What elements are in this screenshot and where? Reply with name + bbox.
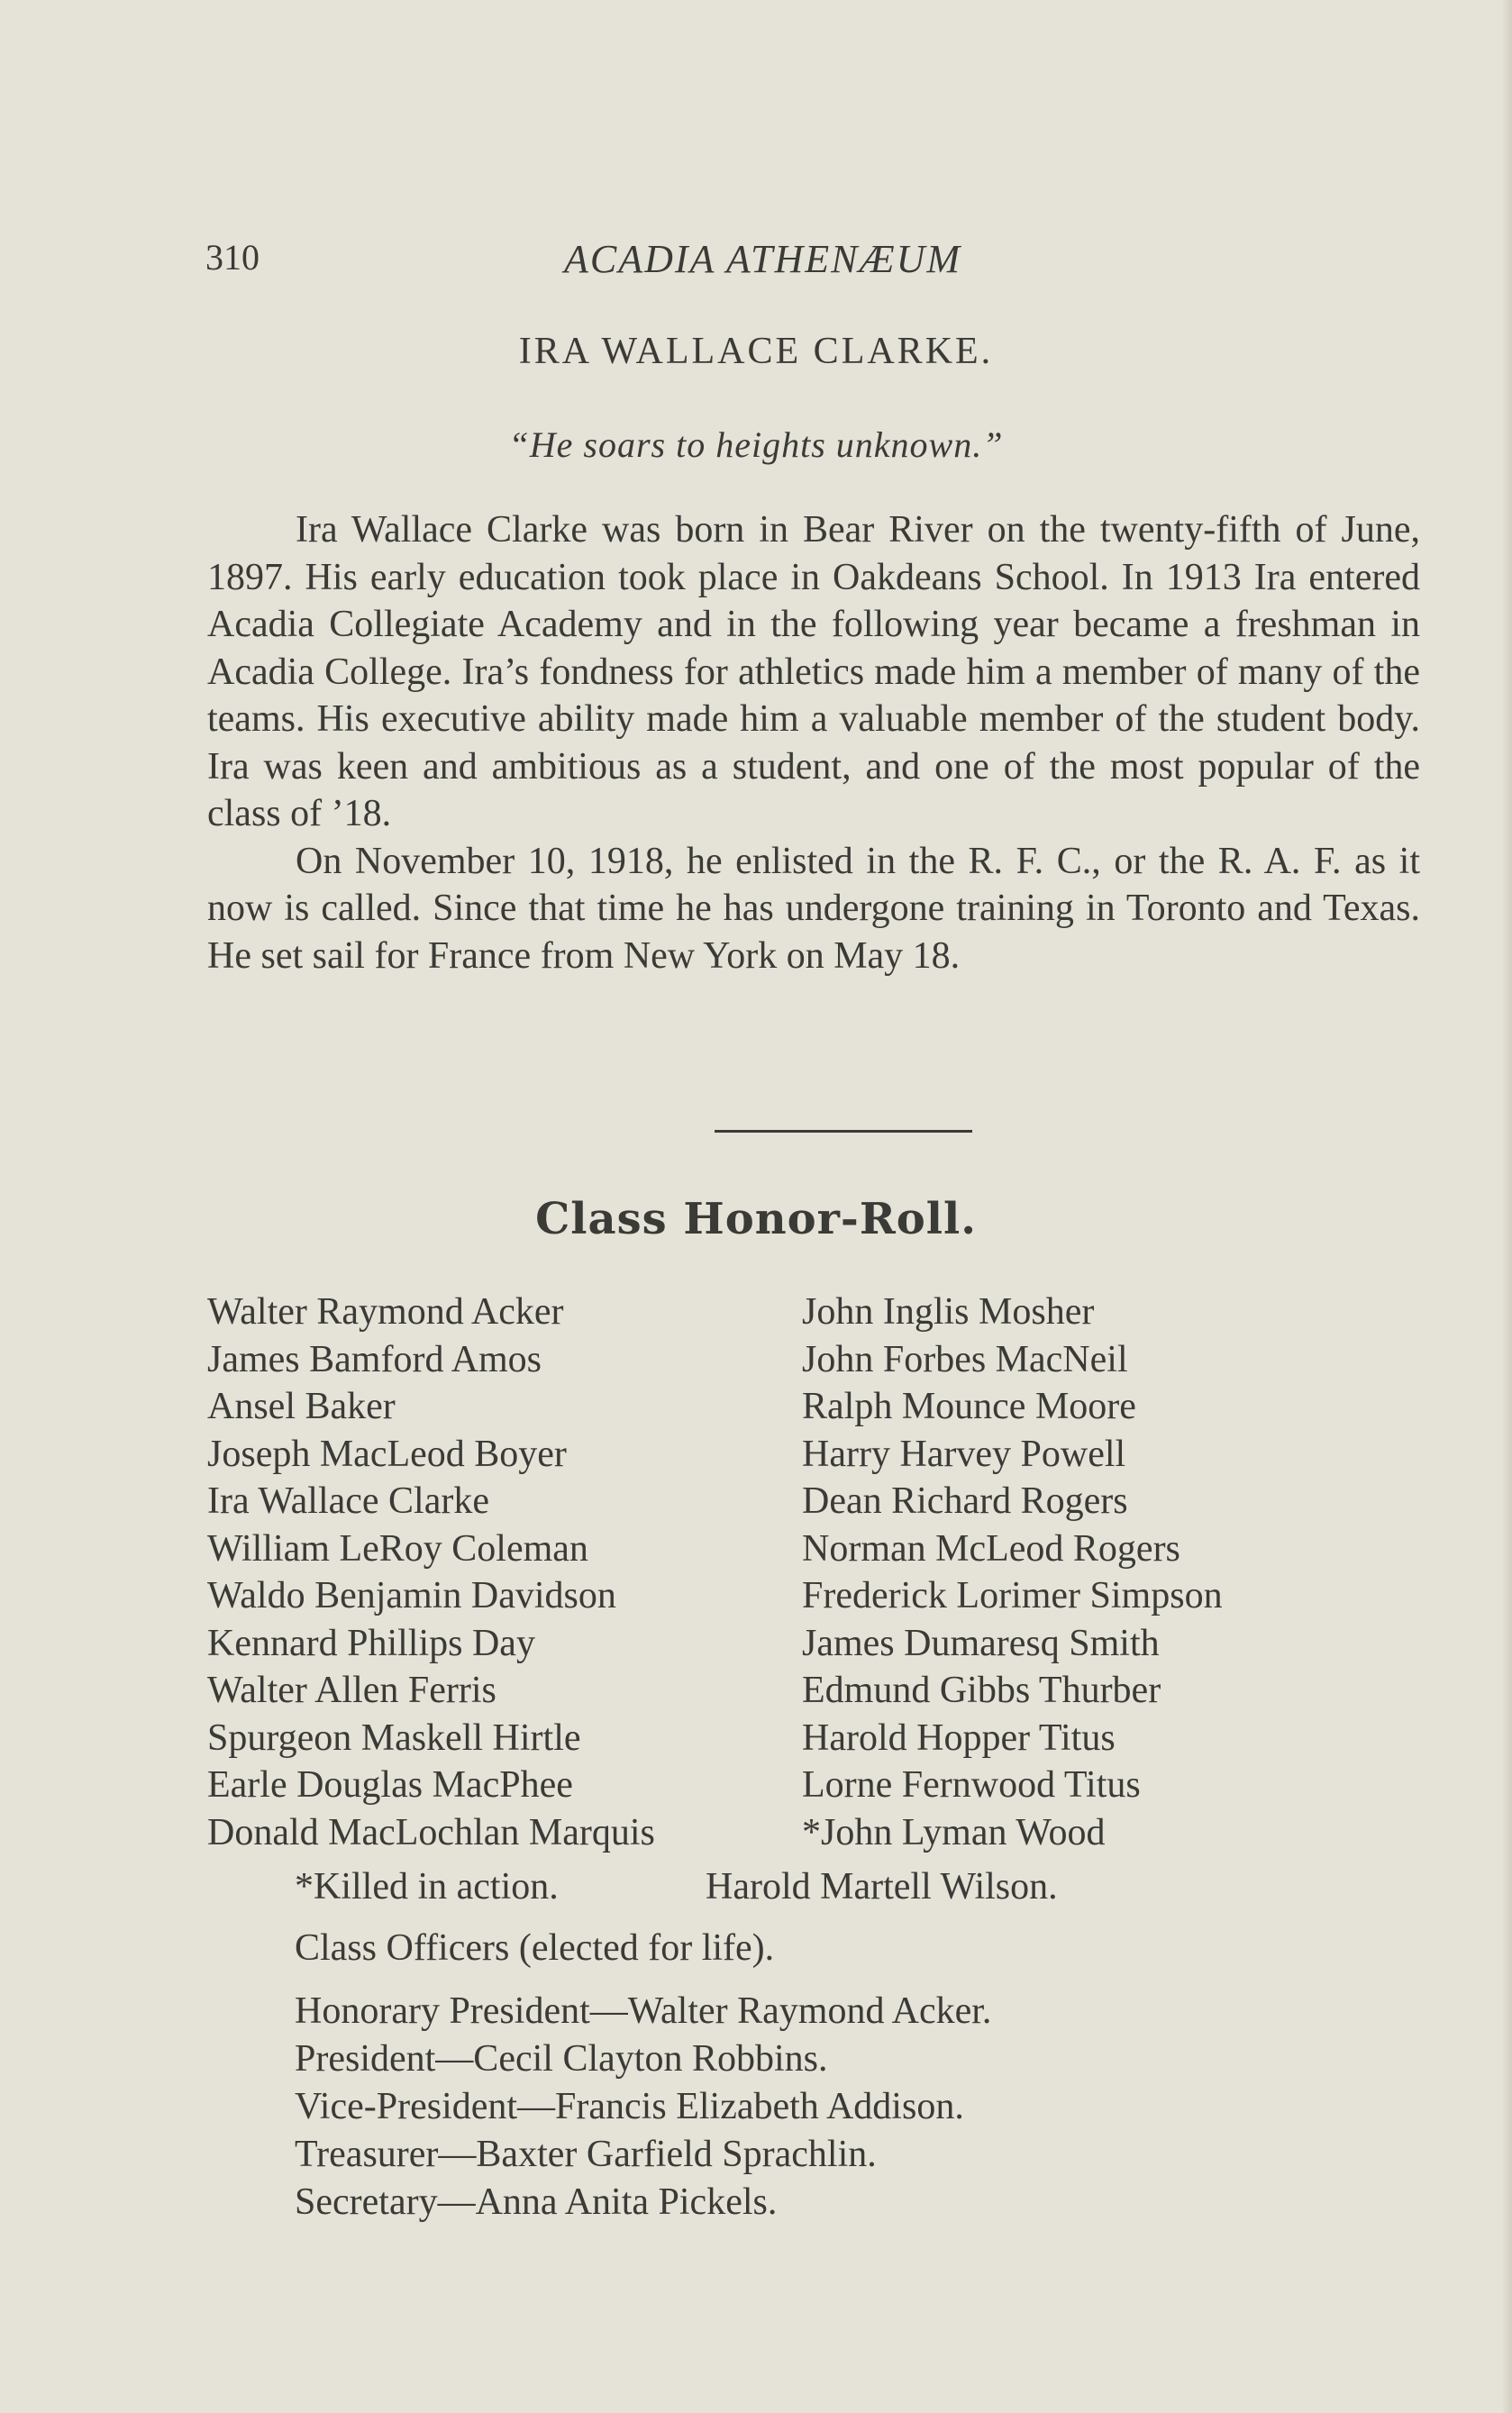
honor-roll-right-column (802, 1288, 1223, 1856)
honor-roll-name: John Forbes MacNeil (802, 1338, 1128, 1380)
page-header (205, 236, 1359, 281)
article-body (207, 506, 1420, 979)
honor-roll-name: John Inglis Mosher (802, 1291, 1095, 1333)
epigraph: “He soars to heights unknown.” (508, 424, 1004, 465)
honor-roll-name: Donald MacLochlan Marquis (207, 1811, 655, 1853)
class-officers-heading: Class Officers (elected for life). (295, 1927, 775, 1969)
officer-entry: Treasurer—Baxter Garfield Sprachlin. (295, 2134, 877, 2175)
section-divider (715, 1130, 972, 1133)
class-officers-list (295, 1988, 991, 2226)
honor-roll-name: Frederick Lorimer Simpson (802, 1575, 1223, 1616)
officer-entry: Vice-President—Francis Elizabeth Addison. (295, 2086, 964, 2127)
officer-entry: Secretary—Anna Anita Pickels. (295, 2181, 778, 2223)
honor-roll-name: Earle Douglas MacPhee (207, 1764, 573, 1806)
honor-roll-name: Waldo Benjamin Davidson (207, 1575, 616, 1616)
killed-in-action-note: *Killed in action. (295, 1866, 559, 1908)
honor-roll-name: Lorne Fernwood Titus (802, 1764, 1141, 1806)
honor-roll-name: Ralph Mounce Moore (802, 1386, 1136, 1427)
officer-entry: President—Cecil Clayton Robbins. (295, 2038, 828, 2080)
honor-roll-name: Kennard Phillips Day (207, 1622, 535, 1664)
honor-roll-extra-name: Harold Martell Wilson. (706, 1866, 1058, 1908)
honor-roll-name: Joseph MacLeod Boyer (207, 1433, 567, 1475)
honor-roll-name: Harry Harvey Powell (802, 1433, 1126, 1475)
honor-roll-name: James Bamford Amos (207, 1338, 542, 1380)
honor-roll-name: Walter Raymond Acker (207, 1291, 564, 1333)
honor-roll-left-column (207, 1288, 655, 1856)
paragraph: On November 10, 1918, he enlisted in the R. F. C., or the R. A. F. as it now is called. Since that time he has undergone training in Toronto and Texas. He set sail for France from New York on May 18. (207, 840, 1420, 977)
honor-roll-name: Ansel Baker (207, 1386, 396, 1427)
honor-roll-name: Dean Richard Rogers (802, 1480, 1128, 1522)
honor-roll-name: James Dumaresq Smith (802, 1622, 1160, 1664)
page-number: 310 (205, 237, 260, 278)
honor-roll-name: Walter Allen Ferris (207, 1670, 496, 1711)
honor-roll-name: Edmund Gibbs Thurber (802, 1670, 1161, 1711)
paragraph: Ira Wallace Clarke was born in Bear River on the twenty-fifth of June, 1897. His early education took place in Oakdeans School. In 1913 Ira entered Acadia Collegiate Academy and in the following year became a freshman in Acadia College. Ira’s fondness for athletics made him a member of many of the teams. His executive ability made him a valuable member of the student body. Ira was keen and ambitious as a student, and one of the most popular of the class of ’18. (207, 509, 1420, 834)
running-title: ACADIA ATHENÆUM (564, 237, 962, 281)
honor-roll-name: Harold Hopper Titus (802, 1716, 1116, 1759)
honor-roll-name: Spurgeon Maskell Hirtle (207, 1716, 581, 1759)
honor-roll-name: William LeRoy Coleman (207, 1527, 588, 1570)
honor-roll-name: *John Lyman Wood (802, 1811, 1106, 1853)
honor-roll-title: Class Honor-Roll. (535, 1194, 977, 1244)
officer-entry: Honorary President—Walter Raymond Acker. (295, 1990, 992, 2032)
honor-roll-name: Ira Wallace Clarke (207, 1480, 489, 1522)
article-title: IRA WALLACE CLARKE. (518, 331, 994, 372)
honor-roll-name: Norman McLeod Rogers (802, 1527, 1180, 1570)
